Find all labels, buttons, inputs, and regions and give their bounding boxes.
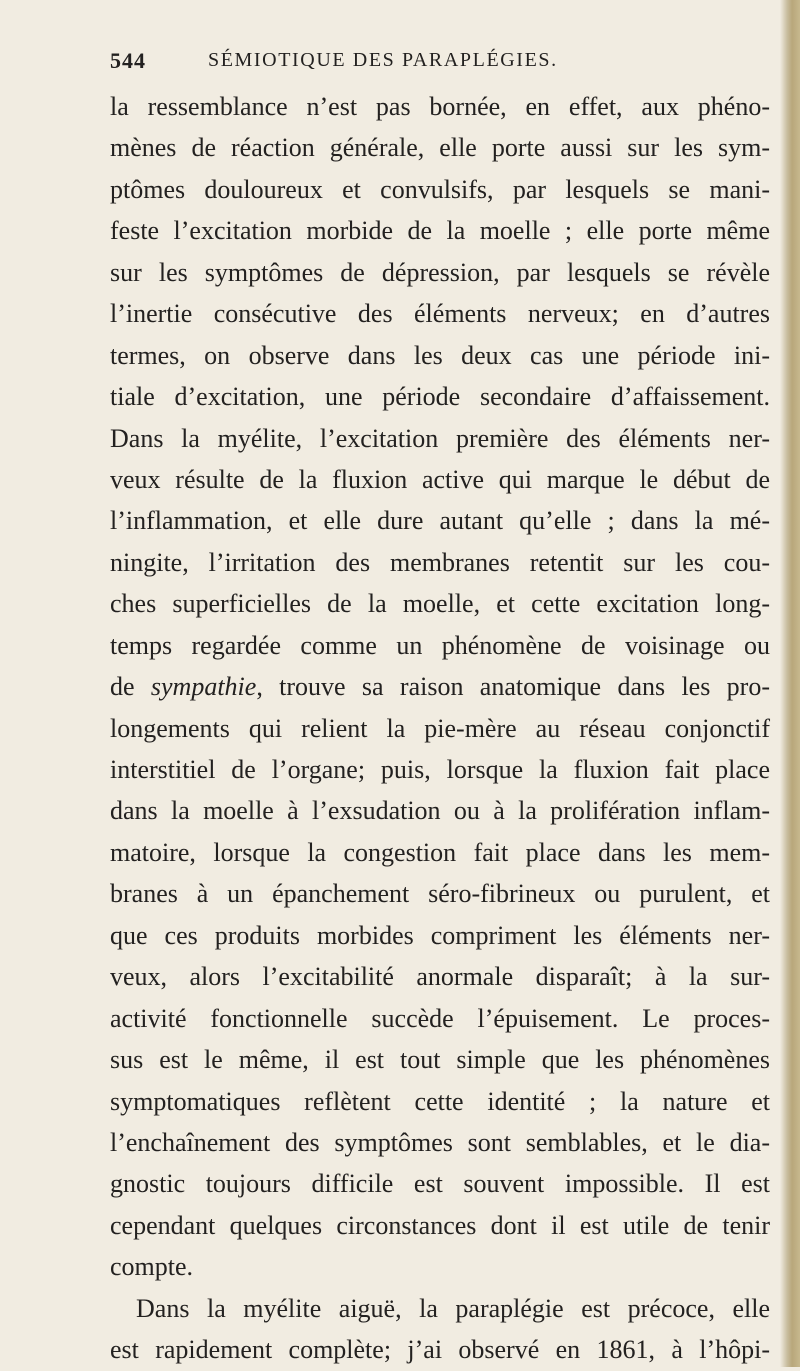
text-line: temps regardée comme un phénomène de voisinage ou [110, 630, 770, 660]
text-line: longements qui relient la pie-mère au réseau conjonctif [110, 713, 770, 743]
text-line: ningite, l’irritation des membranes retentit sur les cou- [110, 547, 770, 577]
text-line: activité fonctionnelle succède l’épuisement. Le proces- [110, 1003, 770, 1033]
text-line: veux résulte de la fluxion active qui marque le début de [110, 464, 770, 494]
body-text [110, 86, 770, 1371]
text-line: interstitiel de l’organe; puis, lorsque la fluxion fait place [110, 755, 770, 784]
text-line: gnostic toujours difficile est souvent impossible. Il est [110, 1169, 770, 1199]
text-line: Dans la myélite, l’excitation première des éléments ner- [110, 423, 770, 453]
text-line: veux, alors l’excitabilité anormale disparaît; à la sur- [110, 962, 770, 992]
text-line: Dans la myélite aiguë, la paraplégie est précoce, elle [136, 1293, 770, 1323]
text-line: cependant quelques circonstances dont il est utile de tenir [110, 1210, 770, 1240]
text-line: termes, on observe dans les deux cas une période ini- [110, 340, 770, 370]
running-head: SÉMIOTIQUE DES PARAPLÉGIES. [208, 49, 558, 71]
text-line: symptomatiques reflètent cette identité ; la nature et [110, 1086, 770, 1116]
text-line: est rapidement complète; j’ai observé en 1861, à l’hôpi- [110, 1335, 770, 1365]
text-line-with-italic [110, 666, 770, 707]
text-line: sus est le même, il est tout simple que les phénomènes [110, 1045, 770, 1075]
italic-term: sympathie [150, 672, 257, 702]
text-line: la ressemblance n’est pas bornée, en effet, aux phéno- [110, 92, 770, 121]
text-segment: , trouve sa raison anatomique dans les pro- [256, 672, 770, 702]
page-header [110, 44, 770, 84]
text-line: que ces produits morbides compriment les éléments ner- [110, 920, 770, 950]
text-line: l’inflammation, et elle dure autant qu’elle ; dans la mé- [110, 506, 770, 536]
text-line: feste l’excitation morbide de la moelle ; elle porte même [110, 216, 770, 246]
page-number: 544 [110, 48, 146, 73]
text-line: l’inertie consécutive des éléments nerveux; en d’autres [110, 299, 770, 329]
text-line: mènes de réaction générale, elle porte aussi sur les sym- [110, 133, 770, 163]
text-line: dans la moelle à l’exsudation ou à la prolifération inflam- [110, 796, 770, 826]
text-line: ches superficielles de la moelle, et cette excitation long- [110, 589, 770, 619]
text-line: compte. [110, 1252, 194, 1282]
text-line: l’enchaînement des symptômes sont semblables, et le dia- [110, 1127, 770, 1157]
text-line: sur les symptômes de dépression, par lesquels se révèle [110, 257, 770, 287]
text-line: tiale d’excitation, une période secondaire d’affaissement. [110, 382, 770, 412]
text-segment: de [110, 672, 151, 702]
page-edge [780, 0, 800, 1367]
text-line: branes à un épanchement séro-fibrineux ou purulent, et [110, 879, 770, 909]
text-line: matoire, lorsque la congestion fait place dans les mem- [110, 837, 770, 867]
text-line: ptômes douloureux et convulsifs, par lesquels se mani- [110, 174, 770, 204]
